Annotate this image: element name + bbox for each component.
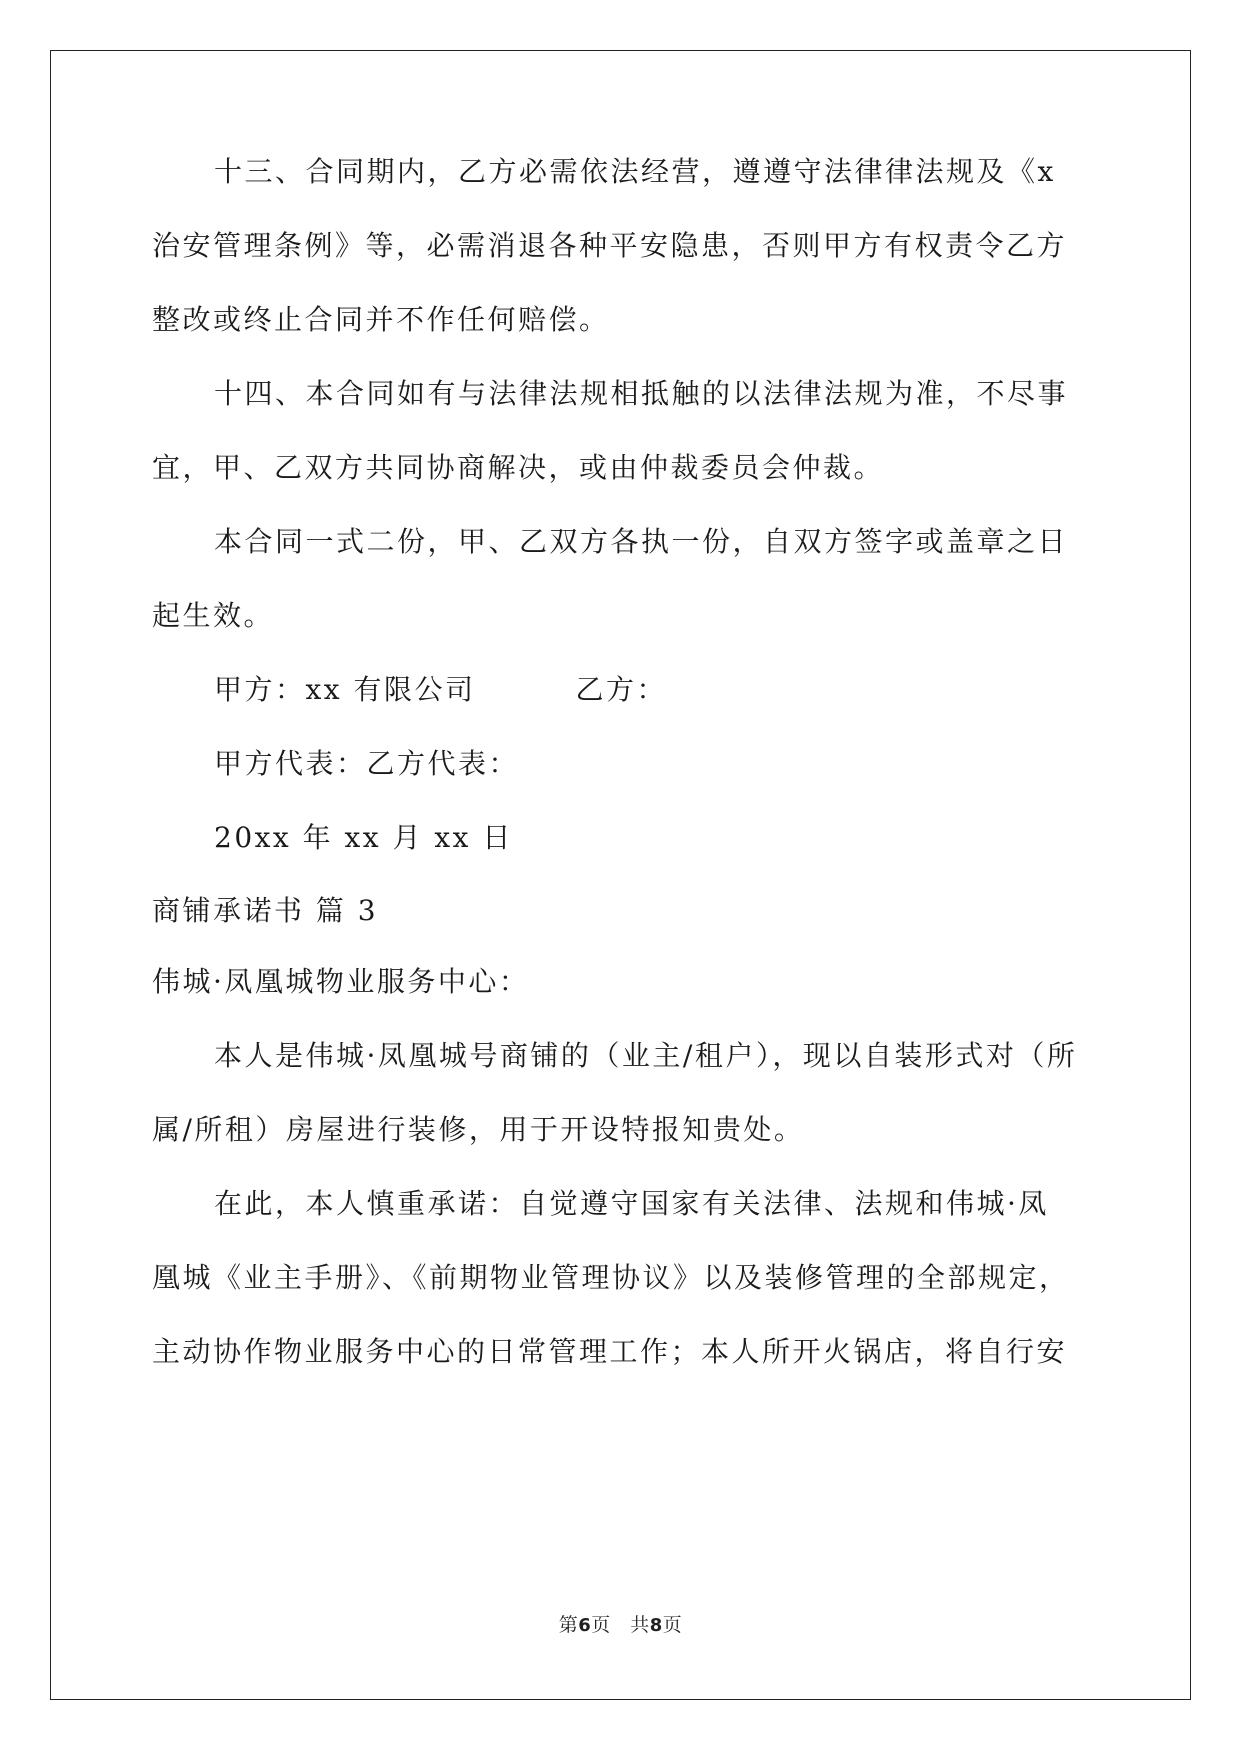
footer-prefix: 第: [558, 1614, 579, 1636]
copies-clause-line-2: 起生效。: [152, 599, 275, 632]
commitment-intro-line-2: 属/所租）房屋进行装修，用于开设特报知贵处。: [152, 1113, 805, 1146]
commitment-intro-line-1: 本人是伟城·凤凰城号商铺的（业主/租户），现以自装形式对（所: [214, 1039, 1078, 1072]
paragraph-13-line-1: 十三、合同期内，乙方必需依法经营，遵遵守法律律法规及《x: [214, 155, 1056, 188]
page-border: [50, 50, 1191, 1700]
party-a-label: 甲方：xx 有限公司: [214, 673, 476, 706]
paragraph-13-line-3: 整改或终止合同并不作任何赔偿。: [152, 303, 610, 336]
signature-parties: [214, 674, 667, 706]
commitment-body-line-1: 在此，本人慎重承诺：自觉遵守国家有关法律、法规和伟城·凤: [214, 1187, 1049, 1220]
date-line: 20xx 年 xx 月 xx 日: [214, 821, 513, 854]
addressee-line: 伟城·凤凰城物业服务中心：: [152, 965, 530, 998]
page-number-footer: [0, 1613, 1241, 1638]
footer-suffix: 页: [662, 1614, 683, 1636]
party-b-label: 乙方：: [575, 673, 667, 706]
commitment-body-line-2: 凰城《业主手册》、《前期物业管理协议》以及装修管理的全部规定，: [152, 1261, 1070, 1294]
paragraph-14-line-2: 宜，甲、乙双方共同协商解决，或由仲裁委员会仲裁。: [152, 451, 885, 484]
commitment-body-line-3: 主动协作物业服务中心的日常管理工作；本人所开火锅店，将自行安: [152, 1335, 1068, 1368]
section-heading: 商铺承诺书 篇 3: [152, 894, 379, 927]
current-page-number: 6: [578, 1615, 592, 1636]
paragraph-14-line-1: 十四、本合同如有与法律法规相抵触的以法律法规为准，不尽事: [214, 377, 1069, 410]
paragraph-13-line-2: 治安管理条例》等，必需消退各种平安隐患，否则甲方有权责令乙方: [152, 229, 1068, 262]
footer-mid: 页 共: [591, 1614, 650, 1636]
representatives-line: 甲方代表：乙方代表：: [214, 747, 520, 780]
copies-clause-line-1: 本合同一式二份，甲、乙双方各执一份，自双方签字或盖章之日: [214, 525, 1069, 558]
total-page-number: 8: [649, 1615, 663, 1636]
